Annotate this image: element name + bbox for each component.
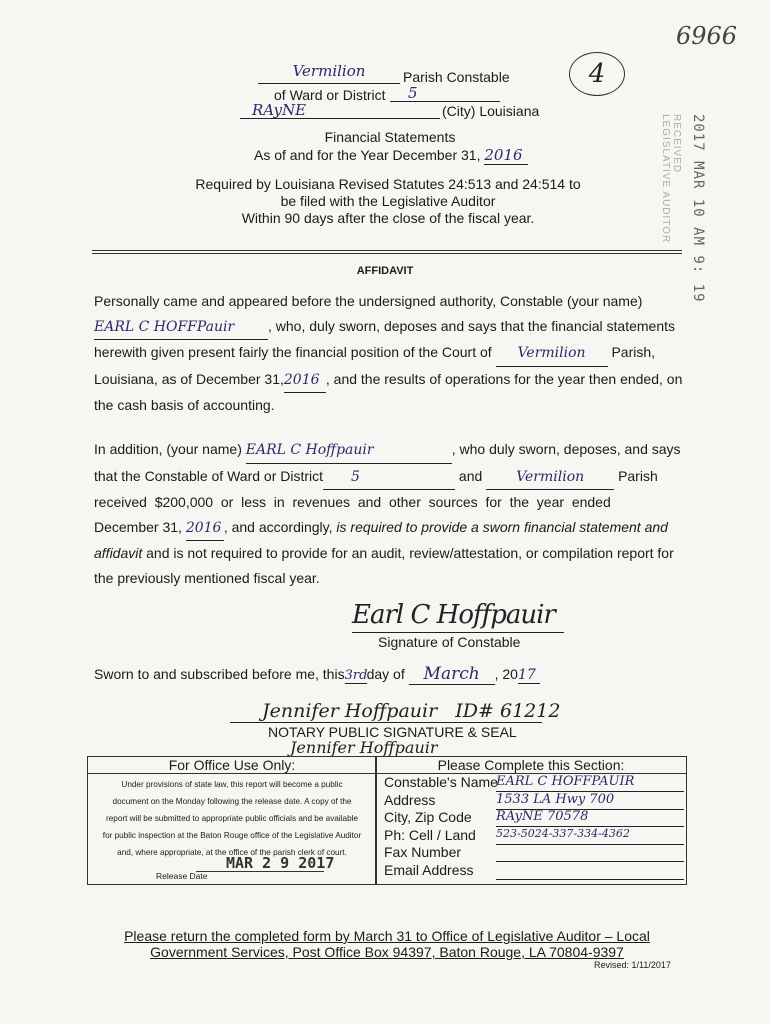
p1-line-4-text: Louisiana, as of December 31, — [94, 370, 284, 387]
p1-line-2-text: , who, duly sworn, deposes and says that the financial statements — [268, 317, 676, 334]
p2-ward-field: 5 — [323, 465, 455, 491]
release-date-line — [196, 871, 324, 872]
release-date-label: Release Date — [156, 871, 208, 881]
field-label-fax: Fax Number — [384, 844, 462, 860]
p2-line-4-mid: , and accordingly, — [223, 518, 333, 535]
p2-line-4 — [94, 515, 682, 542]
affidavit-paragraph-2 — [94, 437, 682, 590]
complete-section-title: Please Complete this Section: — [376, 757, 686, 774]
p2-name-field: EARL C Hoffpauir — [246, 438, 452, 464]
corner-number: 6966 — [676, 22, 738, 50]
p1-line-4 — [94, 367, 682, 394]
constable-signature: Earl C Hoffpauir — [352, 600, 555, 630]
ward-label: of Ward or District — [274, 87, 386, 103]
footer-instructions — [100, 928, 674, 960]
office-use-line-1: Under provisions of state law, this report will become a public — [121, 780, 343, 789]
title-year-label: As of and for the Year December 31, — [254, 147, 481, 163]
office-use-line-2: document on the Monday following the release date. A copy of the — [112, 797, 352, 806]
constable-signature-line — [352, 632, 564, 633]
p2-line-4-italic: is required to provide a sworn financial statement and — [336, 518, 668, 535]
sworn-dayof: day of — [366, 666, 405, 682]
city-label: (City) Louisiana — [442, 103, 540, 119]
p2-parish-field: Vermilion — [486, 465, 614, 491]
office-use-title: For Office Use Only: — [88, 757, 376, 774]
notary-printed-name: Jennifer Hoffpauir — [290, 738, 438, 757]
parish-field: Vermilion — [258, 62, 400, 84]
field-label-phone: Ph: Cell / Land — [384, 826, 476, 843]
field-label-address: Address — [384, 791, 436, 808]
p1-parish-suffix: Parish, — [611, 344, 656, 360]
p2-line-6: the previously mentioned fiscal year. — [94, 569, 320, 586]
footer-line-1: Please return the completed form by March 31 to Office of Legislative Auditor – Local — [124, 928, 650, 944]
revised-date: Revised: 1/11/2017 — [594, 960, 671, 970]
notary-signature-line — [230, 722, 542, 723]
stamp-datetime: 2017 MAR 10 AM 9: 19 — [690, 114, 706, 303]
release-date-stamp: MAR 2 9 2017 — [226, 854, 335, 872]
sworn-day-field: 3rd — [344, 668, 368, 683]
circled-number-text: 4 — [588, 59, 606, 89]
office-use-box — [87, 756, 377, 885]
title-year-line — [254, 146, 554, 165]
p1-line-3 — [94, 340, 682, 367]
affidavit-paragraph-1 — [94, 289, 682, 418]
p2-line-5-text: and is not required to provide for an audit, review/attestation, or compilation report for — [146, 545, 674, 561]
p1-name-field: EARL C HOFFPauir — [94, 315, 268, 341]
ward-field: 5 — [390, 84, 500, 102]
field-value-phone: 523-5024-337-334-4362 — [496, 827, 684, 845]
p2-line-2-text: that the Constable of Ward or District — [94, 467, 324, 484]
p2-line-5 — [94, 541, 682, 566]
signature-label: Signature of Constable — [378, 634, 521, 650]
p1-parish-field: Vermilion — [496, 341, 608, 367]
notary-label: NOTARY PUBLIC SIGNATURE & SEAL — [268, 724, 517, 740]
req-line-2: be filed with the Legislative Auditor — [280, 193, 496, 209]
p1-line-4-tail: , and the results of operations for the year then ended, on — [325, 370, 683, 387]
footer-line-2: Government Services, Post Office Box 94397, Baton Rouge, LA 70804-9397 — [150, 944, 624, 960]
parish-label: Parish Constable — [403, 69, 510, 85]
p2-parish-suffix: Parish — [618, 467, 658, 484]
header-city-line — [240, 102, 540, 122]
field-value-fax — [496, 844, 684, 862]
field-label-city-zip: City, Zip Code — [384, 809, 472, 825]
field-value-city-zip: RAyNE 70578 — [496, 809, 684, 827]
sworn-text: Sworn to and subscribed before me, this — [94, 666, 345, 682]
p1-year-field: 2016 — [284, 368, 326, 394]
office-use-text — [88, 776, 376, 861]
field-label-email: Email Address — [384, 861, 474, 878]
sworn-month-field: March — [409, 664, 495, 685]
office-use-line-5: and, where appropriate, at the office of the parish clerk of court. — [117, 848, 347, 857]
sworn-comma: , 20 — [494, 666, 518, 682]
p2-line-1 — [94, 437, 682, 464]
complete-section-box — [375, 756, 687, 885]
p2-line-3: received $200,000 or less in revenues and other sources for the year ended — [94, 494, 611, 510]
p1-line-1: Personally came and appeared before the undersigned authority, Constable (your name) — [94, 293, 643, 309]
sworn-year-field: 17 — [518, 667, 540, 684]
p1-line-5: the cash basis of accounting. — [94, 397, 275, 413]
city-field: RAyNE — [240, 101, 440, 119]
p2-affidavit-italic: affidavit — [94, 545, 143, 561]
notary-signature: Jennifer Hoffpauir ID# 61212 — [262, 700, 561, 722]
field-value-email — [496, 862, 684, 880]
year-field: 2016 — [484, 146, 528, 165]
header-parish-line — [258, 62, 518, 86]
p2-line-2 — [94, 464, 682, 491]
req-line-1: Required by Louisiana Revised Statutes 24:513 and 24:514 to — [195, 176, 581, 192]
stamp-auditor: LEGISLATIVE AUDITOR — [660, 114, 671, 244]
office-use-line-3: report will be submitted to appropriate public officials and be available — [106, 814, 358, 823]
office-use-line-4: for public inspection at the Baton Rouge office of the Legislative Auditor — [102, 831, 362, 840]
stamp-received: RECEIVED — [671, 114, 682, 174]
p2-year-field: 2016 — [186, 516, 224, 542]
field-value-constable-name: EARL C HOFFPAUIR — [496, 774, 684, 792]
p2-line-4-text: December 31, — [94, 518, 182, 535]
p2-and: and — [458, 467, 483, 484]
received-stamp — [614, 114, 706, 314]
header-divider — [92, 250, 682, 254]
field-value-address: 1533 LA Hwy 700 — [496, 792, 684, 810]
sworn-line — [94, 664, 654, 685]
circled-page-number — [569, 52, 625, 96]
requirement-text — [180, 176, 596, 227]
p1-line-3-text: herewith given present fairly the financial position of the Court of — [94, 344, 492, 360]
p2-line-1-text: In addition, (your name) — [94, 441, 242, 457]
p2-line-1-tail: , who duly sworn, deposes, and says — [451, 441, 681, 457]
affidavit-heading: AFFIDAVIT — [356, 265, 414, 277]
req-line-3: Within 90 days after the close of the fiscal year. — [241, 210, 535, 226]
field-label-constable-name: Constable's Name — [384, 774, 498, 790]
p1-line-2 — [94, 314, 682, 341]
title-financial-statements: Financial Statements — [324, 129, 456, 145]
